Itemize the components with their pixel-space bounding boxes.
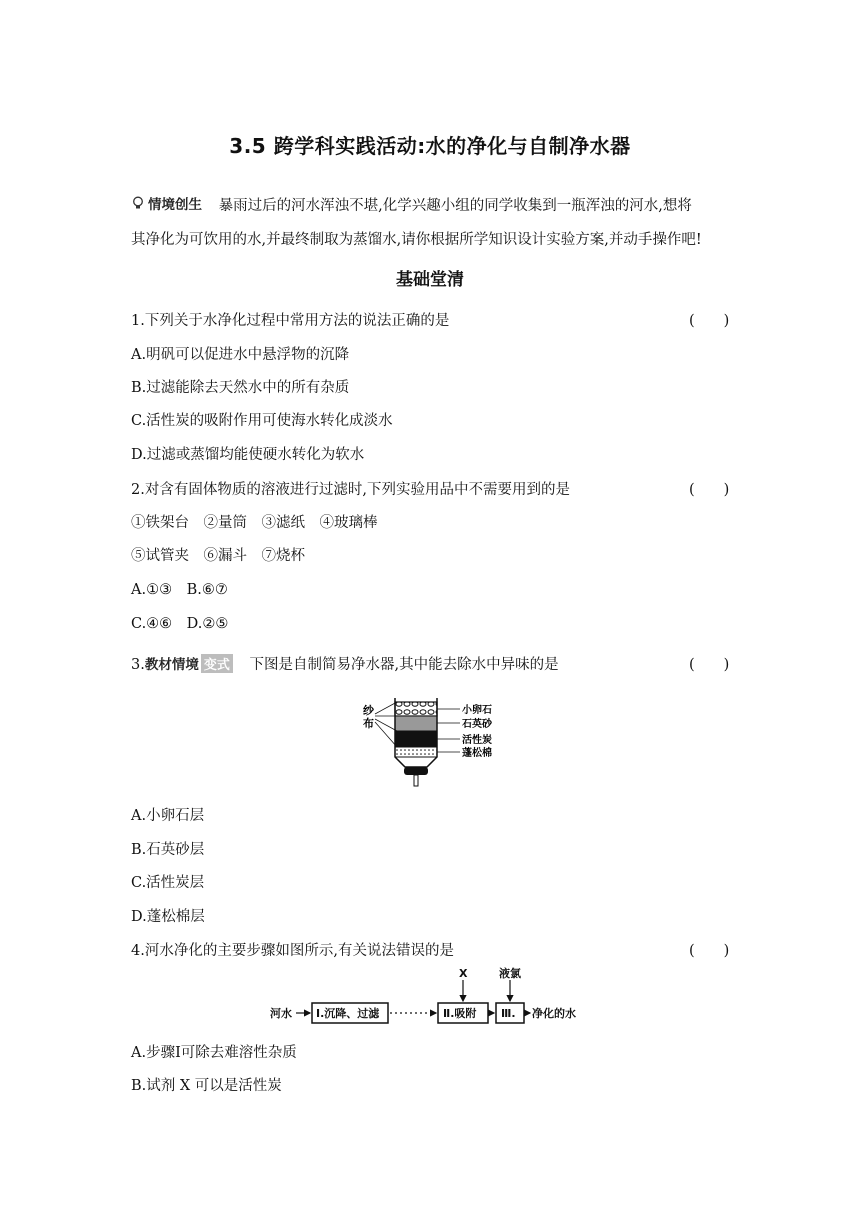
q3-tag-textbook: 教材情境: [144, 657, 199, 673]
outlet-tube: [414, 775, 418, 786]
q2-options-ab: A.①③ B.⑥⑦: [131, 582, 228, 598]
lightbulb-icon: [131, 196, 145, 210]
step1-label: Ⅰ.沉降、过滤: [316, 1007, 380, 1020]
step3-label: Ⅲ.: [501, 1007, 516, 1020]
q3-tag-variant: 变式: [201, 654, 233, 673]
water-filter-figure: [355, 692, 515, 788]
quartz-sand-layer: [395, 716, 437, 731]
q2-answer-blank: ( ): [689, 482, 730, 498]
cotton-layer: [395, 747, 437, 757]
intro-badge: 情境创生: [131, 193, 202, 213]
q2-items-2: ⑤试管夹 ⑥漏斗 ⑦烧杯: [131, 548, 305, 564]
liquid-chlorine-label: 液氯: [499, 967, 521, 980]
q4-stem: 4.河水净化的主要步骤如图所示,有关说法错误的是: [131, 943, 454, 959]
pebble-layer: [395, 702, 437, 716]
rubber-stopper: [404, 767, 428, 775]
activated-carbon-layer: [395, 731, 437, 747]
q3-answer-blank: ( ): [689, 657, 730, 673]
intro-line-1: 情境创生 暴雨过后的河水浑浊不堪,化学兴趣小组的同学收集到一瓶浑浊的河水,想将: [131, 193, 692, 215]
q1-option-d: D.过滤或蒸馏均能使硬水转化为软水: [131, 447, 365, 463]
reagent-x-label: X: [459, 967, 468, 980]
gauze-label-2: 布: [363, 717, 374, 730]
q1-answer-blank: ( ): [689, 313, 730, 329]
q2-items-1: ①铁架台 ②量筒 ③滤纸 ④玻璃棒: [131, 515, 378, 531]
q3-option-d: D.蓬松棉层: [131, 909, 205, 925]
q4-answer-blank: ( ): [689, 943, 730, 959]
section-title: 基础堂清: [396, 270, 464, 290]
q2-options-cd: C.④⑥ D.②⑤: [131, 616, 229, 632]
q4-option-a: A.步骤Ⅰ可除去难溶性杂质: [131, 1045, 297, 1061]
quartz-sand-label: 石英砂: [462, 719, 492, 730]
q3-option-c: C.活性炭层: [131, 875, 205, 891]
activated-carbon-label: 活性炭: [462, 735, 492, 746]
step2-label: Ⅱ.吸附: [443, 1007, 477, 1020]
q3-option-b: B.石英砂层: [131, 842, 205, 858]
river-water-label: 河水: [270, 1007, 292, 1020]
gauze-label-1: 纱: [363, 704, 374, 717]
q1-option-c: C.活性炭的吸附作用可使海水转化成淡水: [131, 413, 393, 429]
q4-option-b: B.试剂 X 可以是活性炭: [131, 1078, 282, 1094]
purification-flow-diagram: [268, 966, 598, 1028]
q3-option-a: A.小卵石层: [131, 808, 205, 824]
pebble-label: 小卵石: [462, 705, 492, 716]
q1-option-b: B.过滤能除去天然水中的所有杂质: [131, 380, 350, 396]
q1-option-a: A.明矾可以促进水中悬浮物的沉降: [131, 347, 350, 363]
intro-line-2: 其净化为可饮用的水,并最终制取为蒸馏水,请你根据所学知识设计实验方案,并动手操作吧!: [131, 232, 702, 248]
cotton-label: 蓬松棉: [462, 748, 492, 759]
q3-stem-line: 3.教材情境 变式 下图是自制简易净水器,其中能去除水中异味的是: [131, 653, 559, 674]
q1-stem: 1.下列关于水净化过程中常用方法的说法正确的是: [131, 313, 450, 329]
page-title: 3.5 跨学科实践活动:水的净化与自制净水器: [229, 134, 631, 158]
purified-water-label: 净化的水: [532, 1007, 576, 1020]
q2-stem: 2.对含有固体物质的溶液进行过滤时,下列实验用品中不需要用到的是: [131, 482, 570, 498]
